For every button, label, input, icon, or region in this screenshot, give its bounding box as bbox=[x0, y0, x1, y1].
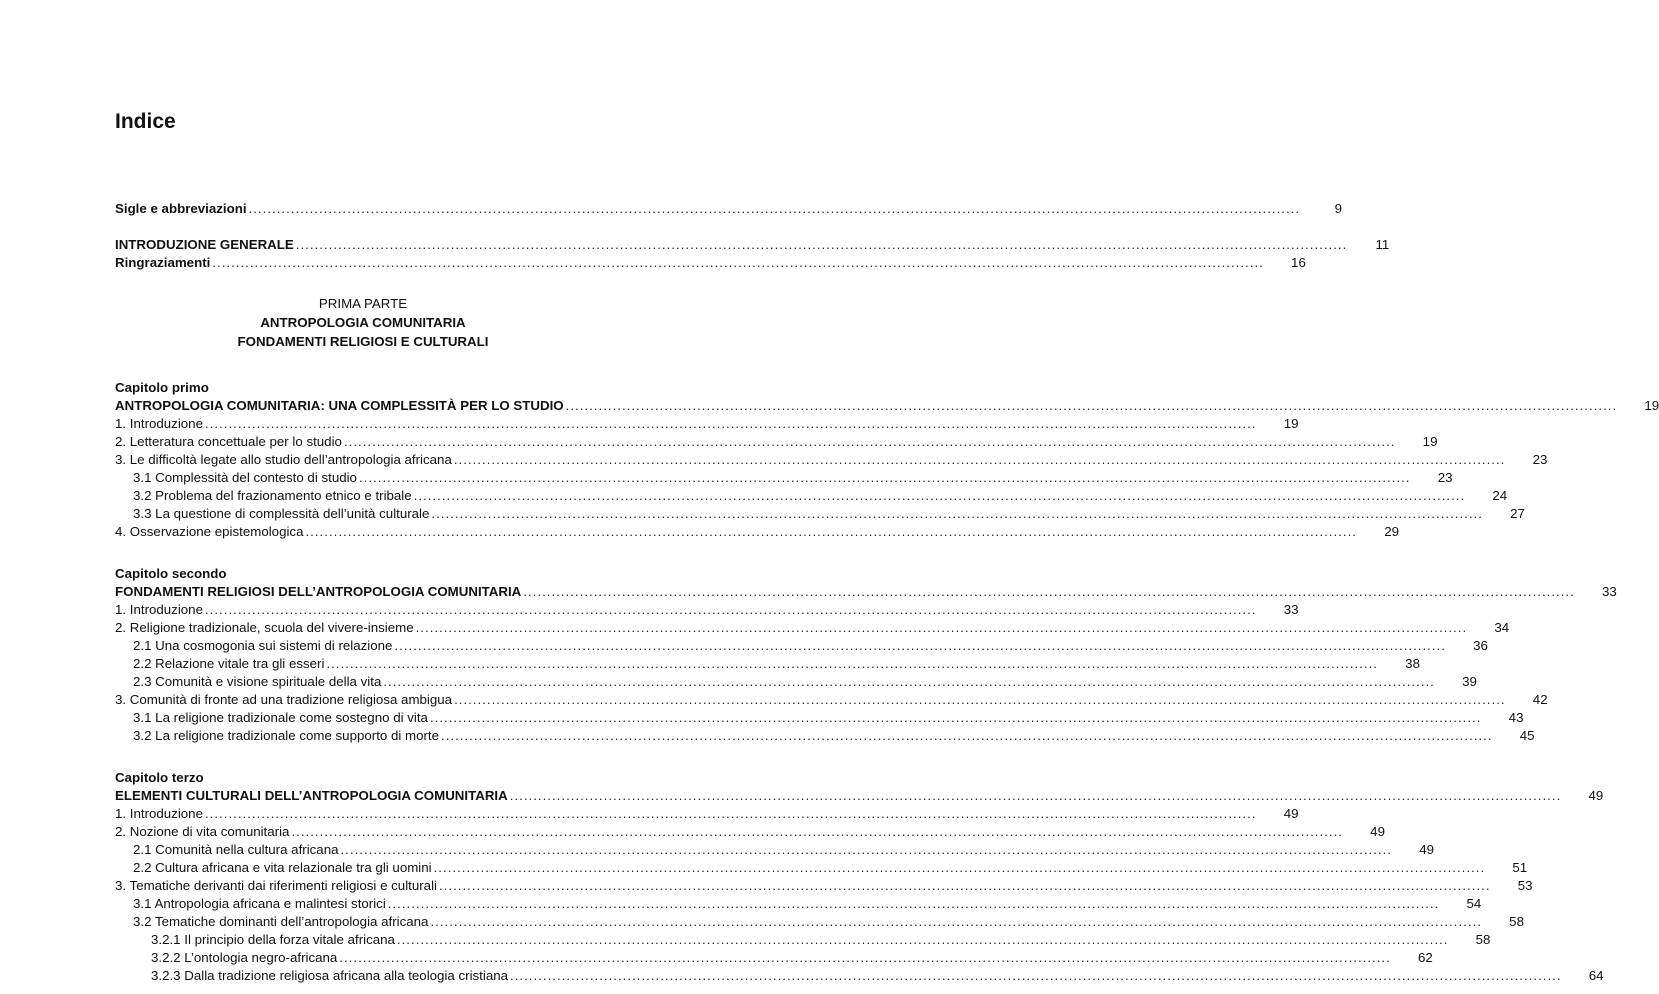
toc-entry[interactable] bbox=[115, 727, 1535, 745]
toc-page-number: 42 bbox=[1532, 692, 1548, 707]
dot-leader bbox=[339, 949, 1391, 967]
toc-page-number: 19 bbox=[1283, 416, 1299, 431]
toc-entry-text: 2.2 Relazione vitale tra gli esseri bbox=[133, 656, 325, 671]
toc-entry[interactable] bbox=[115, 487, 1508, 505]
chapter-2 bbox=[115, 565, 1617, 745]
toc-entry-text: 3.3 La questione di complessità dell’unità culturale bbox=[133, 506, 430, 521]
toc-page-number: 43 bbox=[1508, 710, 1524, 725]
toc-page-number: 33 bbox=[1283, 602, 1299, 617]
toc-entry-text: 2.3 Comunità e visione spirituale della vita bbox=[133, 674, 382, 689]
toc-entry-text: 3.1 La religione tradizionale come sostegno di vita bbox=[133, 710, 428, 725]
toc-page-number: 49 bbox=[1283, 806, 1299, 821]
dot-leader bbox=[394, 637, 1446, 655]
toc-entry[interactable] bbox=[115, 877, 1533, 895]
dot-leader bbox=[414, 487, 1466, 505]
dot-leader bbox=[523, 583, 1575, 601]
dot-leader bbox=[430, 913, 1482, 931]
toc-entry[interactable] bbox=[115, 469, 1453, 487]
dot-leader bbox=[430, 709, 1482, 727]
toc-page-number: 34 bbox=[1494, 620, 1510, 635]
toc-entry[interactable] bbox=[115, 805, 1299, 823]
dot-leader bbox=[359, 469, 1411, 487]
toc-page-number: 11 bbox=[1375, 237, 1390, 252]
dot-leader bbox=[431, 505, 1483, 523]
toc-entry-introduzione[interactable] bbox=[115, 236, 1390, 254]
chapter-label: Capitolo secondo bbox=[115, 566, 227, 581]
toc-entry-text: 1. Introduzione bbox=[115, 416, 203, 431]
spacer bbox=[115, 218, 653, 236]
toc-page-number: 54 bbox=[1466, 896, 1482, 911]
dot-leader bbox=[212, 254, 1264, 272]
toc-page-number: 24 bbox=[1492, 488, 1508, 503]
chapter-3 bbox=[115, 769, 1604, 985]
toc-entry-text: 3. Comunità di fronte ad una tradizione religiosa ambigua bbox=[115, 692, 453, 707]
chapter-1 bbox=[115, 379, 1659, 541]
toc-page-number: 51 bbox=[1512, 860, 1528, 875]
dot-leader bbox=[434, 859, 1486, 877]
dot-leader bbox=[439, 877, 1491, 895]
toc-entry-text: 1. Introduzione bbox=[115, 806, 203, 821]
toc-entry-text: 1. Introduzione bbox=[115, 602, 203, 617]
toc-entry[interactable] bbox=[115, 415, 1299, 433]
toc-entry-text: Sigle e abbreviazioni bbox=[115, 201, 247, 216]
toc-entry[interactable] bbox=[115, 451, 1548, 469]
dot-leader bbox=[291, 823, 1343, 841]
toc-page-number: 9 bbox=[1334, 201, 1343, 216]
toc-entry-text: 3.2 Tematiche dominanti dell’antropologia africana bbox=[133, 914, 429, 929]
toc-entry-text: 3. Tematiche derivanti dai riferimenti religiosi e culturali bbox=[115, 878, 437, 893]
toc-entry[interactable] bbox=[115, 949, 1433, 967]
toc-entry-ringraziamenti[interactable] bbox=[115, 254, 1306, 272]
dot-leader bbox=[249, 200, 1301, 218]
toc-entry-text: 2. Religione tradizionale, scuola del vivere-insieme bbox=[115, 620, 414, 635]
toc-entry-text: ELEMENTI CULTURALI DELL’ANTROPOLOGIA COMUNITARIA bbox=[115, 788, 508, 803]
dot-leader bbox=[416, 619, 1468, 637]
toc-page-number: 16 bbox=[1291, 255, 1306, 270]
toc-page-number: 39 bbox=[1462, 674, 1477, 689]
toc-entry-sigle[interactable] bbox=[115, 200, 1343, 218]
toc-entry[interactable] bbox=[115, 931, 1491, 949]
dot-leader bbox=[388, 895, 1440, 913]
toc-page-number: 38 bbox=[1405, 656, 1420, 671]
part-label: PRIMA PARTE bbox=[318, 296, 408, 311]
toc-page-number: 27 bbox=[1510, 506, 1525, 521]
toc-entry[interactable] bbox=[115, 859, 1528, 877]
toc-page-number: 53 bbox=[1517, 878, 1533, 893]
toc-entry-text: INTRODUZIONE GENERALE bbox=[115, 237, 294, 252]
toc-entry[interactable] bbox=[115, 841, 1435, 859]
toc-entry[interactable] bbox=[115, 523, 1399, 541]
dot-leader bbox=[454, 451, 1506, 469]
toc-entry[interactable] bbox=[115, 601, 1299, 619]
toc-entry[interactable] bbox=[115, 895, 1482, 913]
toc-entry-text: 3.2.2 L’ontologia negro-africana bbox=[151, 950, 338, 965]
table-of-contents bbox=[115, 200, 1659, 985]
toc-entry[interactable] bbox=[115, 637, 1488, 655]
chapter-heading[interactable] bbox=[115, 397, 1659, 415]
toc-page-number: 58 bbox=[1509, 914, 1524, 929]
part-subtitle: FONDAMENTI RELIGIOSI E CULTURALI bbox=[237, 334, 489, 349]
dot-leader bbox=[344, 433, 1396, 451]
dot-leader bbox=[205, 415, 1257, 433]
toc-page-number: 29 bbox=[1384, 524, 1399, 539]
spacer bbox=[115, 745, 653, 769]
toc-page-number: 58 bbox=[1475, 932, 1491, 947]
toc-page-number: 62 bbox=[1418, 950, 1433, 965]
toc-entry-text: 2.1 Una cosmogonia sui sistemi di relazione bbox=[133, 638, 393, 653]
toc-page-number: 23 bbox=[1437, 470, 1453, 485]
toc-entry-text: 2. Nozione di vita comunitaria bbox=[115, 824, 290, 839]
toc-page-number: 33 bbox=[1602, 584, 1617, 599]
toc-page-number: 23 bbox=[1532, 452, 1548, 467]
dot-leader bbox=[305, 523, 1357, 541]
chapter-label: Capitolo primo bbox=[115, 380, 209, 395]
dot-leader bbox=[397, 931, 1449, 949]
chapter-label: Capitolo terzo bbox=[115, 770, 204, 785]
part-title: ANTROPOLOGIA COMUNITARIA bbox=[260, 315, 466, 330]
toc-entry[interactable] bbox=[115, 913, 1524, 931]
spacer bbox=[115, 541, 653, 565]
toc-page-number: 19 bbox=[1644, 398, 1659, 413]
dot-leader bbox=[296, 236, 1348, 254]
toc-entry[interactable] bbox=[115, 709, 1524, 727]
toc-entry[interactable] bbox=[115, 691, 1548, 709]
toc-entry[interactable] bbox=[115, 967, 1604, 985]
toc-entry-text: 3. Le difficoltà legate allo studio dell’antropologia africana bbox=[115, 452, 452, 467]
toc-entry-text: 3.1 Complessità del contesto di studio bbox=[133, 470, 357, 485]
part-heading bbox=[115, 294, 653, 351]
toc-entry-text: 3.2 Problema del frazionamento etnico e tribale bbox=[133, 488, 412, 503]
toc-page-number: 36 bbox=[1473, 638, 1488, 653]
dot-leader bbox=[205, 805, 1257, 823]
toc-entry[interactable] bbox=[115, 433, 1438, 451]
toc-entry-text: 3.2.3 Dalla tradizione religiosa africana alla teologia cristiana bbox=[151, 968, 509, 983]
toc-entry[interactable] bbox=[115, 505, 1525, 523]
dot-leader bbox=[510, 787, 1562, 805]
toc-page-number: 49 bbox=[1588, 788, 1604, 803]
toc-entry-text: 3.1 Antropologia africana e malintesi storici bbox=[133, 896, 386, 911]
toc-page-number: 19 bbox=[1422, 434, 1438, 449]
toc-page-number: 49 bbox=[1370, 824, 1385, 839]
dot-leader bbox=[383, 673, 1435, 691]
toc-page-number: 45 bbox=[1519, 728, 1535, 743]
toc-entry-text: 3.2 La religione tradizionale come supporto di morte bbox=[133, 728, 440, 743]
toc-entry[interactable] bbox=[115, 673, 1477, 691]
dot-leader bbox=[510, 967, 1562, 985]
page-title: Indice bbox=[115, 110, 176, 133]
toc-entry-text: 3.2.1 Il principio della forza vitale africana bbox=[151, 932, 395, 947]
toc-entry-text: ANTROPOLOGIA COMUNITARIA: UNA COMPLESSITÀ PER LO STUDIO bbox=[115, 398, 564, 413]
toc-page-number: 49 bbox=[1419, 842, 1435, 857]
toc-entry-text: Ringraziamenti bbox=[115, 255, 211, 270]
dot-leader bbox=[340, 841, 1392, 859]
toc-entry[interactable] bbox=[115, 619, 1510, 637]
chapter-heading[interactable] bbox=[115, 787, 1604, 805]
toc-entry[interactable] bbox=[115, 655, 1420, 673]
toc-entry-text: 2.2 Cultura africana e vita relazionale tra gli uomini bbox=[133, 860, 432, 875]
dot-leader bbox=[205, 601, 1257, 619]
dot-leader bbox=[326, 655, 1378, 673]
toc-entry[interactable] bbox=[115, 823, 1385, 841]
toc-entry-text: 2. Letteratura concettuale per lo studio bbox=[115, 434, 342, 449]
dot-leader bbox=[441, 727, 1493, 745]
toc-page-number: 64 bbox=[1588, 968, 1604, 983]
toc-entry-text: FONDAMENTI RELIGIOSI DELL’ANTROPOLOGIA COMUNITARIA bbox=[115, 584, 522, 599]
dot-leader bbox=[454, 691, 1506, 709]
toc-entry-text: 4. Osservazione epistemologica bbox=[115, 524, 304, 539]
chapter-heading[interactable] bbox=[115, 583, 1617, 601]
toc-entry-text: 2.1 Comunità nella cultura africana bbox=[133, 842, 339, 857]
dot-leader bbox=[566, 397, 1618, 415]
